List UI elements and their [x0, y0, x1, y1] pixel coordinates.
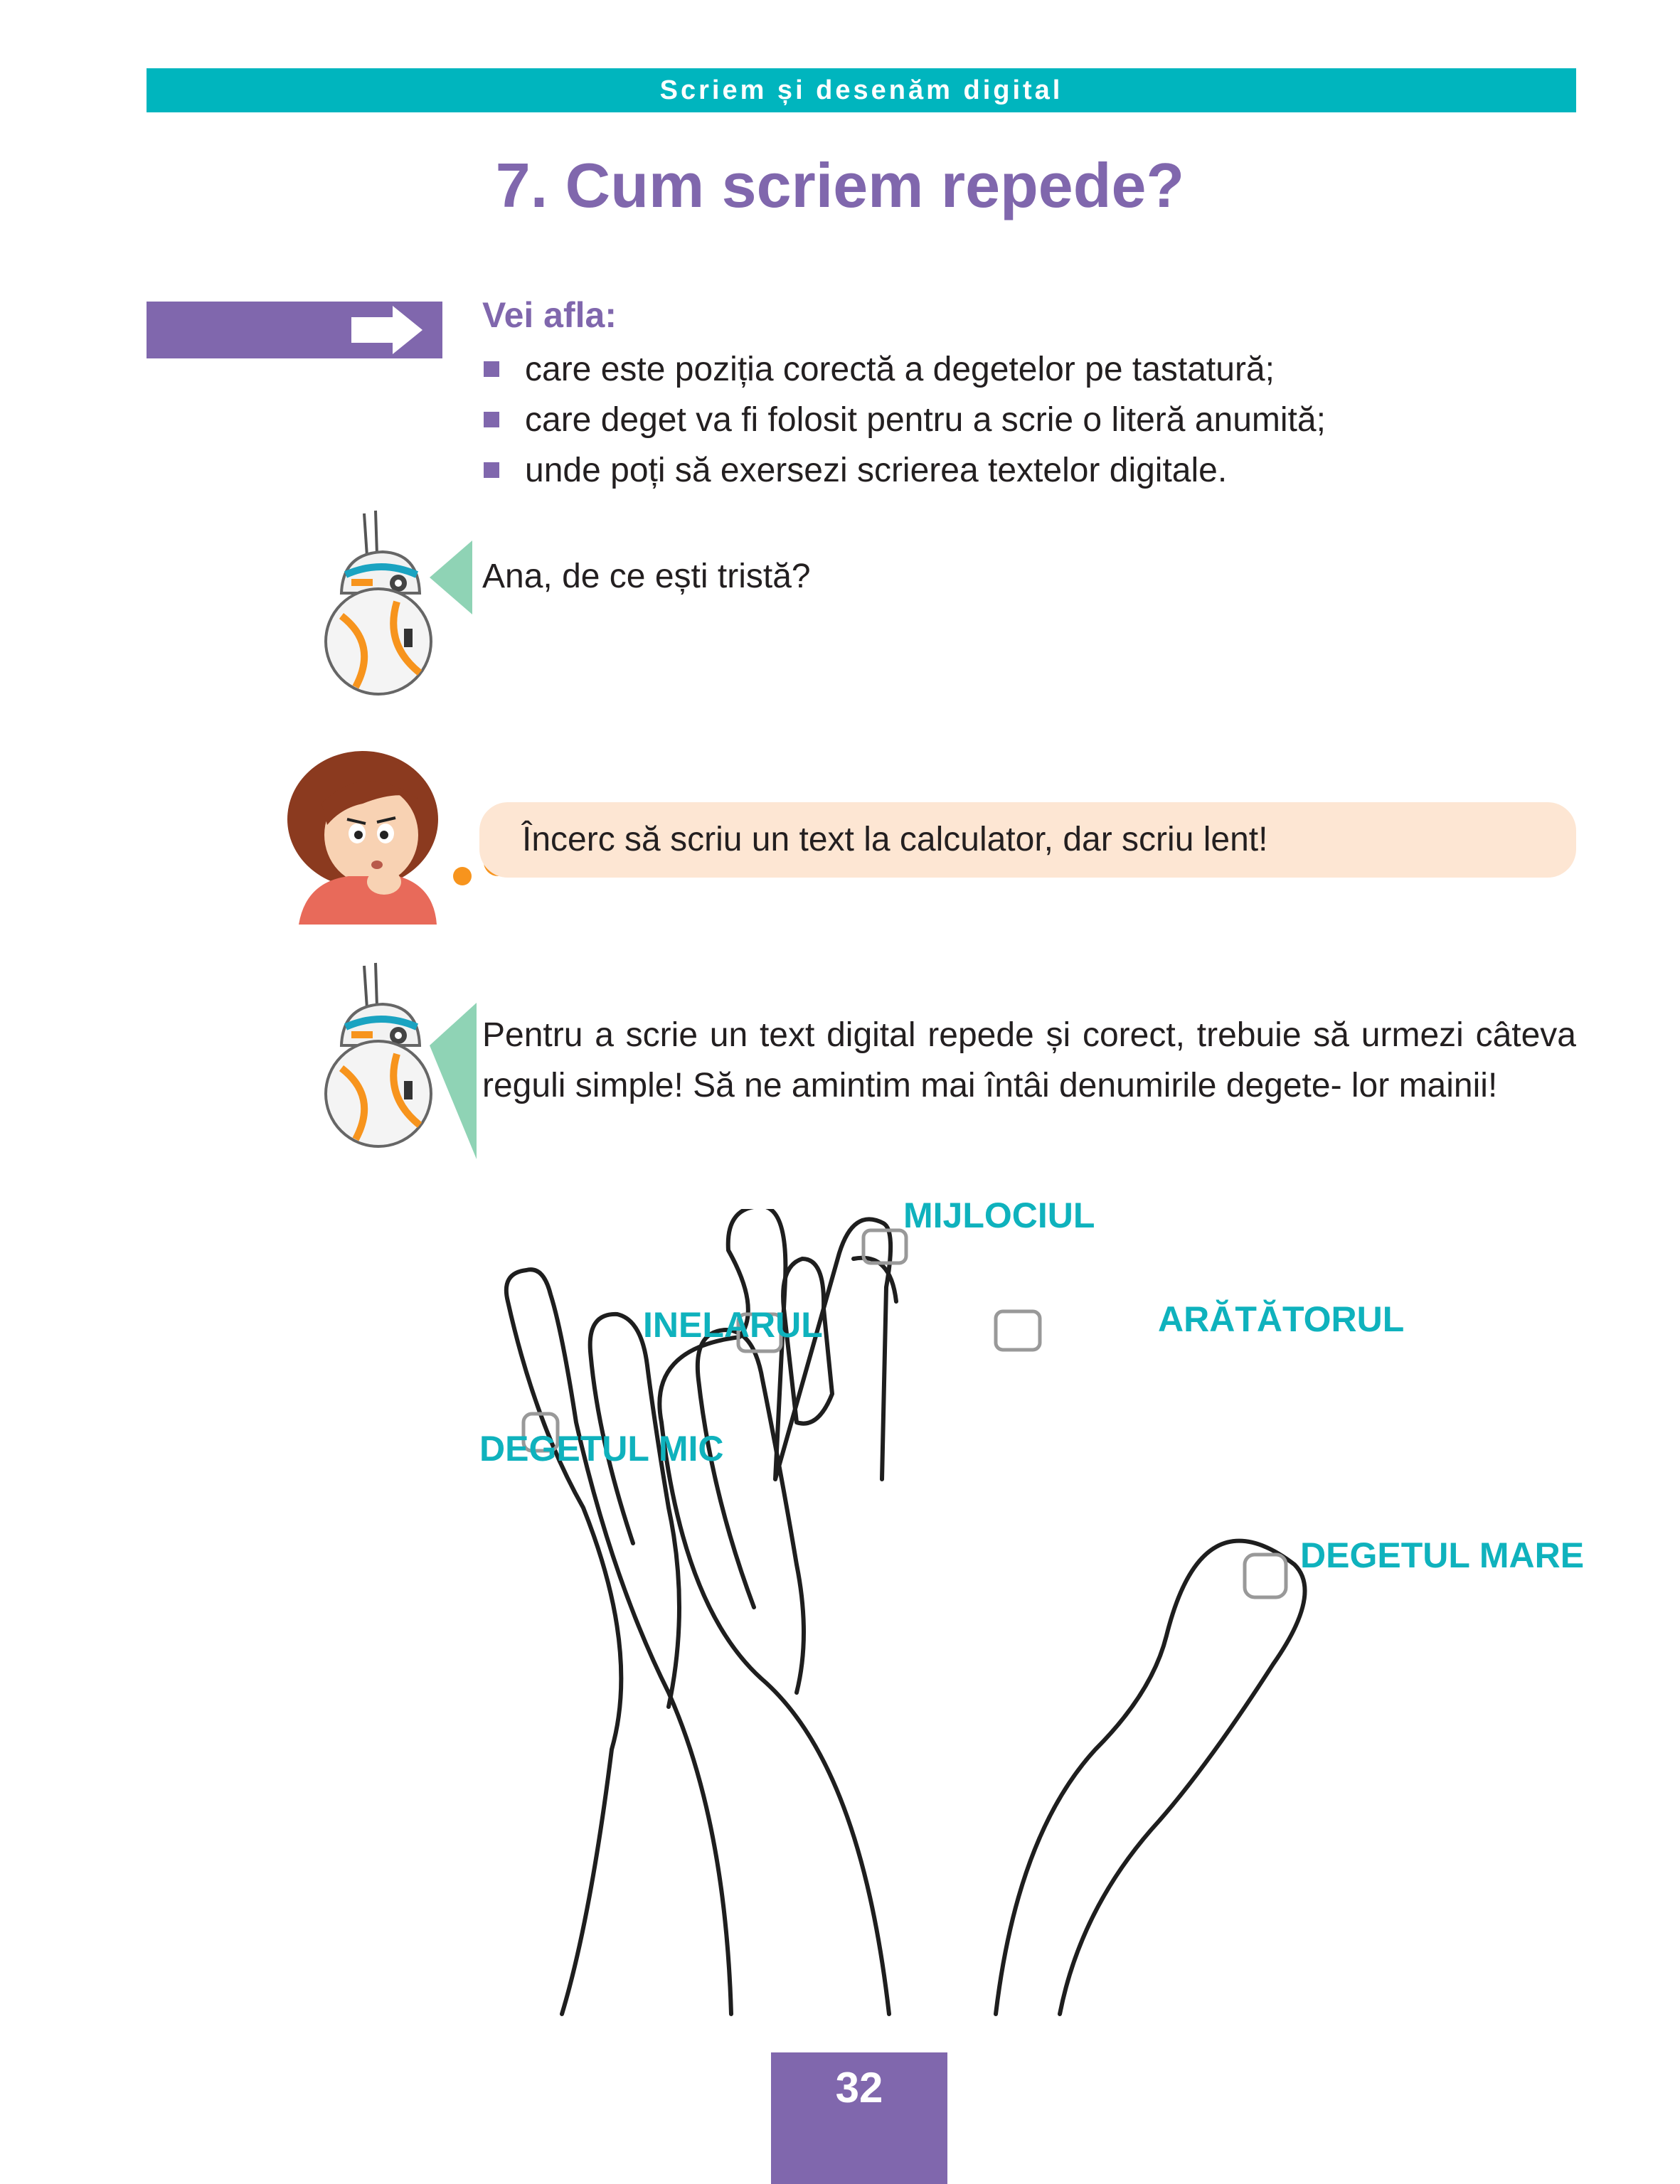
list-item: [482, 399, 1326, 449]
ana-speech: Încerc să scriu un text la calculator, dar scriu lent!: [522, 821, 1268, 858]
list-item: [482, 449, 1326, 500]
objective-text: care deget va fi folosit pentru a scrie o literă anumită;: [525, 401, 1326, 439]
robot-icon: [313, 962, 441, 1154]
robot-speech-2: Pentru a scrie un text digital repede și corect, trebuie să urmezi câteva reguli simple! Să ne amintim mai întâi denumirile degete- lor mainii!: [482, 1016, 1576, 1104]
objectives-marker: [147, 302, 442, 358]
speech-tail-icon: [430, 540, 472, 614]
girl-avatar-icon: [277, 740, 448, 925]
finger-label-index: ARĂTĂTORUL: [1158, 1299, 1405, 1339]
page-number: 32: [771, 2052, 947, 2184]
objectives-heading: Vei afla:: [482, 295, 617, 335]
objectives-list: [482, 348, 1326, 500]
square-bullet-icon: [484, 361, 499, 377]
square-bullet-icon: [484, 412, 499, 427]
robot-speech-1: Ana, de ce ești tristă?: [482, 558, 811, 595]
arrow-right-icon: [147, 302, 442, 358]
robot-icon: [313, 509, 441, 701]
square-bullet-icon: [484, 462, 499, 478]
speech-tail-icon: [430, 1003, 477, 1159]
list-item: [482, 348, 1326, 399]
finger-label-ring: INELARUL: [643, 1305, 823, 1345]
finger-label-middle: MIJLOCIUL: [903, 1195, 1095, 1235]
finger-label-little: DEGETUL MIC: [479, 1429, 724, 1469]
objective-text: care este poziția corectă a degetelor pe tastatură;: [525, 351, 1275, 388]
objective-text: unde poți să exersezi scrierea textelor digitale.: [525, 452, 1228, 489]
lesson-title: 7. Cum scriem repede?: [495, 150, 1185, 220]
finger-label-thumb: DEGETUL MARE: [1300, 1535, 1585, 1575]
section-header: Scriem și desenăm digital: [147, 68, 1576, 112]
